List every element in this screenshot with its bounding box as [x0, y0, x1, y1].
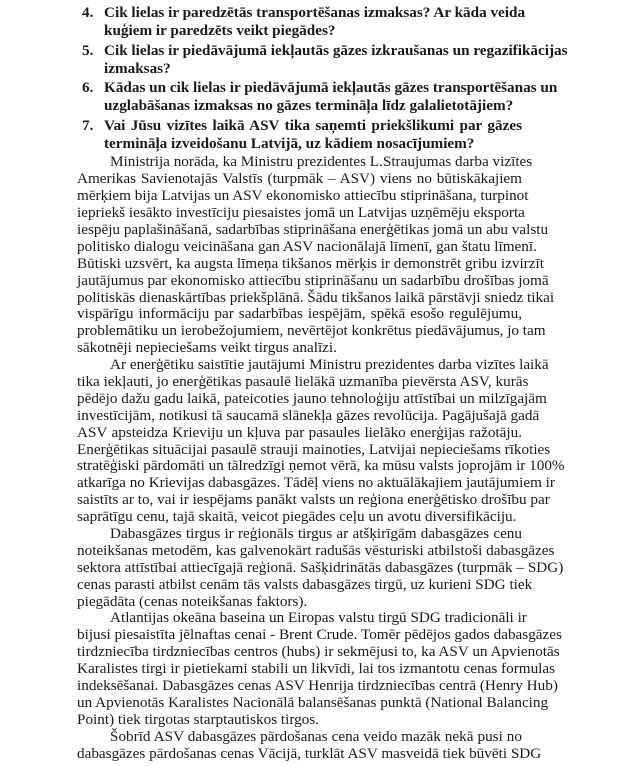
- text-line: saprātīgu cenu, tajā skaitā, veicot piegādes ceļu un avotu diversifikāciju.: [77, 508, 517, 526]
- paragraph: [77, 524, 564, 610]
- text-line: mērķiem bija Latvijas un ASV ekonomisko attiecību stiprināšana, turpinot: [77, 187, 529, 205]
- text-line: piegādāta (cenas noteikšanas faktors).: [77, 592, 308, 610]
- paragraph: [77, 727, 542, 763]
- text-line: sākotnēji nepieciešams veikt tirgus analīzi.: [77, 339, 337, 357]
- question-text: [104, 42, 568, 79]
- text-line: Vai Jūsu vizītes laikā ASV tika saņemti priekšlikumi par gāzes: [104, 116, 522, 134]
- question-text: [104, 79, 557, 116]
- text-line: stratēģiski pārdomāti un tālredzīgi ņemot vērā, ka mūsu valsts joprojām ir 100%: [77, 457, 565, 475]
- text-line: problemātiku un ierobežojumiem, nevērtējot konkrētus piedāvājumus, jo tam: [77, 322, 546, 340]
- text-line: Dabasgāzes tirgus ir reģionāls tirgus ar atšķirīgām dabasgāzes cenu: [110, 524, 522, 542]
- text-line: ASV apsteidza Krieviju un kļuva par pasaules lielāko enerģijas ražotāju.: [77, 423, 522, 441]
- question-item: [77, 79, 558, 116]
- text-line: Point) tiek tirgotas starptautiskos tirgos.: [77, 710, 320, 728]
- text-line: Amerikas Savienotajās Valstīs (turpmāk – ASV) viens no būtiskākajiem: [77, 170, 522, 188]
- text-line: jautājumus par ekonomisko attiecību stiprināšanu un sadarbību drošības jomā: [77, 271, 549, 289]
- text-line: politisko dialogu veicināšana gan ASV nacionālajā līmenī, gan štatu līmenī.: [77, 237, 537, 255]
- question-number: 6.: [82, 79, 94, 97]
- question-number: 4.: [82, 4, 94, 21]
- question-item: [77, 41, 568, 79]
- text-line: uzglabāšanas izmaksas no gāzes termināļa līdz galalietotājiem?: [104, 97, 514, 115]
- text-line: iespēju paplašināšanā, sadarbības stiprināšana enerģētikas jomā un abu valstu: [77, 220, 549, 238]
- question-text: [104, 117, 522, 154]
- text-line: bijusi piesaistīta jēlnaftas cenai - Brent Crude. Tomēr pēdējos gados dabasgāzes: [77, 626, 562, 644]
- text-line: Enerģētikas situācijai pasaulē strauji mainoties, Latvijai nepieciešams rīkoties: [77, 440, 551, 458]
- text-line: kuģiem ir paredzēts veikt piegādes?: [104, 22, 336, 40]
- question-number: 5.: [82, 41, 94, 59]
- text-line: tirdzniecība tirdzniecības centros (hubs) ir sekmējusi to, ka ASV un Apvienotās: [77, 643, 560, 661]
- text-line: vispārīgu informāciju par sadarbības iespējām, spēkā esošo regulējumu,: [77, 305, 522, 323]
- question-text: [104, 4, 525, 41]
- text-line: cenas parasti atbilst cenām tās valsts dabasgāzes tirgū, uz kurieni SDG tiek: [77, 575, 533, 593]
- text-line: Šobrīd ASV dabasgāzes pārdošanas cena veido mazāk nekā pusi no: [110, 727, 522, 745]
- text-line: Cik lielas ir paredzētās transportēšanas izmaksas? Ar kāda veida: [104, 4, 526, 21]
- text-line: izmaksas?: [104, 59, 171, 77]
- text-line: dabasgāzes pārdošanas cenas Vācijā, turklāt ASV masveidā tiek būvēti SDG: [77, 744, 542, 762]
- text-line: atkarīga no Krievijas dabasgāzes. Tādēļ viens no aktuālākajiem jautājumiem ir: [77, 474, 555, 492]
- text-line: investīcijām, notikusi tā saucamā slānekļa gāzes revolūcija. Pagājušajā gadā: [77, 406, 540, 424]
- text-line: iepriekš iesākto investīciju piesaistes jomā un Latvijas uzņēmēju eksporta: [77, 204, 525, 222]
- text-line: Cik lielas ir piedāvājumā iekļautās gāzes izkraušanas un regazifikācijas: [104, 41, 568, 59]
- text-line: politiskās dienaskārtības priekšplānā. Šādu tikšanos laikā pārstāvji sniedz tikai: [77, 288, 555, 306]
- text-line: indeksēšanai. Dabasgāzes cenas ASV Henrija tirdzniecības centrā (Henry Hub): [77, 676, 558, 694]
- question-item: [77, 117, 522, 154]
- text-line: Būtiski uzsvērt, ka augsta līmeņa tikšanos mērķis ir demonstrēt gribu izvirzīt: [77, 254, 544, 272]
- text-line: Karalistes tirgi ir pietiekami stabili un likvīdi, lai tos izmantotu cenas formulas: [77, 660, 556, 678]
- text-line: un Apvienotās Karalistes Nacionālā balansēšanas punktā (National Balancing: [77, 693, 549, 711]
- text-line: tika iekļauti, jo enerģētikas pasaulē lielākā uzmanība pievērsta ASV, kurās: [77, 372, 529, 390]
- text-line: saistīts ar to, vai ir iespējams panākt valsts un reģiona enerģētisko drošību par: [77, 491, 550, 509]
- question-number: 7.: [82, 116, 94, 134]
- paragraph: [77, 153, 555, 357]
- text-line: sektora attīstībai attiecīgajā reģionā. Sašķidrinātās dabasgāzes (turpmāk – SDG): [77, 558, 564, 576]
- text-line: Ar enerģētiku saistītie jautājumi Ministru prezidentes darba vizītes laikā: [110, 356, 549, 374]
- document-page: [77, 4, 568, 762]
- paragraph: [77, 356, 565, 526]
- text-line: termināļa izveidošanu Latvijā, uz kādiem nosacījumiem?: [104, 135, 475, 153]
- text-line: Kādas un cik lielas ir piedāvājumā iekļautās gāzes transportēšanas un: [104, 79, 558, 97]
- text-line: Atlantijas okeāna baseina un Eiropas valstu tirgū SDG tradicionāli ir: [110, 609, 527, 627]
- question-item: [77, 4, 526, 41]
- paragraph: [77, 609, 562, 728]
- text-line: Ministrija norāda, ka Ministru prezidentes L.Straujumas darba vizītes: [110, 153, 533, 171]
- text-line: noteikšanas metodēm, kas galvenokārt radušās vēsturiski atbilstoši dabasgāzes: [77, 541, 555, 559]
- text-line: pēdējo dažu gadu laikā, pateicoties jauno tehnoloģiju attīstībai un milzīgajām: [77, 389, 547, 407]
